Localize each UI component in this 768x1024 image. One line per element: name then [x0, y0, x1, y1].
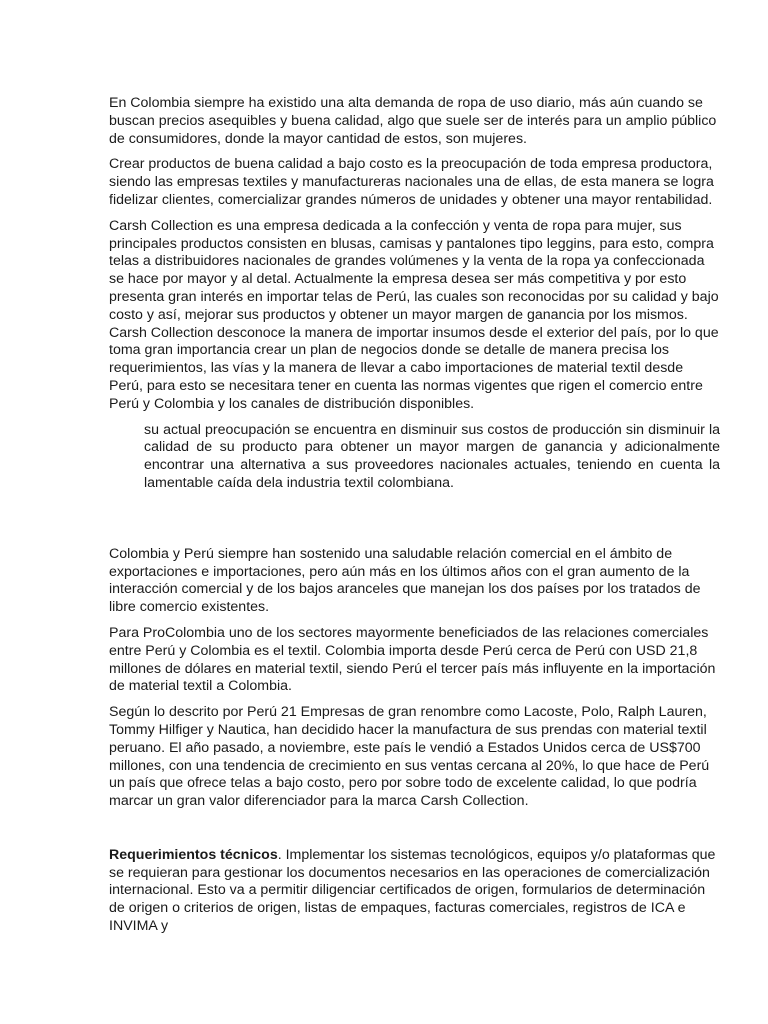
section-spacer	[109, 501, 720, 546]
document-page	[109, 95, 720, 944]
paragraph-colombia-peru-relations: Colombia y Perú siempre han sostenido una saludable relación comercial en el ámbito de exportaciones e importaciones, pero aún más en los últimos años con el gran aumento de la interacción comercial y de los bajos aranceles que manejan los dos países por los tratados de libre comercio existentes.	[109, 545, 701, 616]
paragraph-quality-cost: Crear productos de buena calidad a bajo costo es la preocupación de toda empresa productora, siendo las empresas textiles y manufactureras nacionales una de ellas, de esta manera se logra fidelizar clientes, comercializar grandes números de unidades y obtener una mayor rentabilidad.	[109, 156, 714, 208]
technical-requirements-body: . Implementar los sistemas tecnológicos, equipos y/o plataformas que se requieran para gestionar los documentos necesarios en las operaciones de comercialización internacional. Esto va a permitir diligenciar certificados de origen, formularios de determinación de origen o criterios de origen, listas de empaques, facturas comerciales, registros de ICA e INVIMA y	[109, 846, 716, 935]
paragraph-peru-21: Según lo descrito por Perú 21 Empresas de gran renombre como Lacoste, Polo, Ralph Lauren, Tommy Hilfiger y Nautica, han decidido hacer la manufactura de sus prendas con material textil peruano. El año pasado, a noviembre, este país le vendió a Estados Unidos cerca de US$700 millones, con una tendencia de crecimiento en sus ventas cercana al 20%, lo que hace de Perú un país que ofrece telas a bajo costo, pero por sobre todo de excelente calidad, lo que podría marcar un gran valor diferenciador para la marca Carsh Collection.	[109, 704, 710, 810]
technical-requirements-heading: Requerimientos técnicos	[109, 846, 278, 863]
paragraph-technical-requirements	[109, 847, 720, 936]
section-spacer	[109, 819, 720, 847]
paragraph-procolombia: Para ProColombia uno de los sectores mayormente beneficiados de las relaciones comerciales entre Perú y Colombia es el textil. Colombia importa desde Perú cerca de Perú con USD 21,8 millones de dólares en material textil, siendo Perú el tercer país más influyente en la importación de material textil a Colombia.	[109, 624, 716, 695]
block-quote: su actual preocupación se encuentra en disminuir sus costos de producción sin disminuir la calidad de su producto para obtener un mayor margen de ganancia y adicionalmente encontrar una alternativa a sus proveedores nacionales actuales, teniendo en cuenta la lamentable caída dela industria textil colombiana.	[144, 421, 720, 491]
paragraph-carsh-collection: Carsh Collection es una empresa dedicada a la confección y venta de ropa para mujer, sus principales productos consisten en blusas, camisas y pantalones tipo leggins, para esto, compra telas a distribuidores nacionales de grandes volúmenes y la venta de la ropa ya confeccionada se hace por mayor y al detal. Actualmente la empresa desea ser más competitiva y por esto presenta gran interés en importar telas de Perú, las cuales son reconocidas por su calidad y bajo costo y así, mejorar sus productos y obtener un mayor margen de ganancia por los mismos. Carsh Collection desconoce la manera de importar insumos desde el exterior del país, por lo que toma gran importancia crear un plan de negocios donde se detalle de manera precisa los requerimientos, las vías y la manera de llevar a cabo importaciones de material textil desde Perú, para esto se necesitara tener en cuenta las normas vigentes que rigen el comercio entre Perú y Colombia y los canales de distribución disponibles.	[109, 217, 719, 412]
paragraph-colombia-demand: En Colombia siempre ha existido una alta demanda de ropa de uso diario, más aún cuando se buscan precios asequibles y buena calidad, algo que suele ser de interés para un amplio público de consumidores, donde la mayor cantidad de estos, son mujeres.	[109, 95, 717, 147]
